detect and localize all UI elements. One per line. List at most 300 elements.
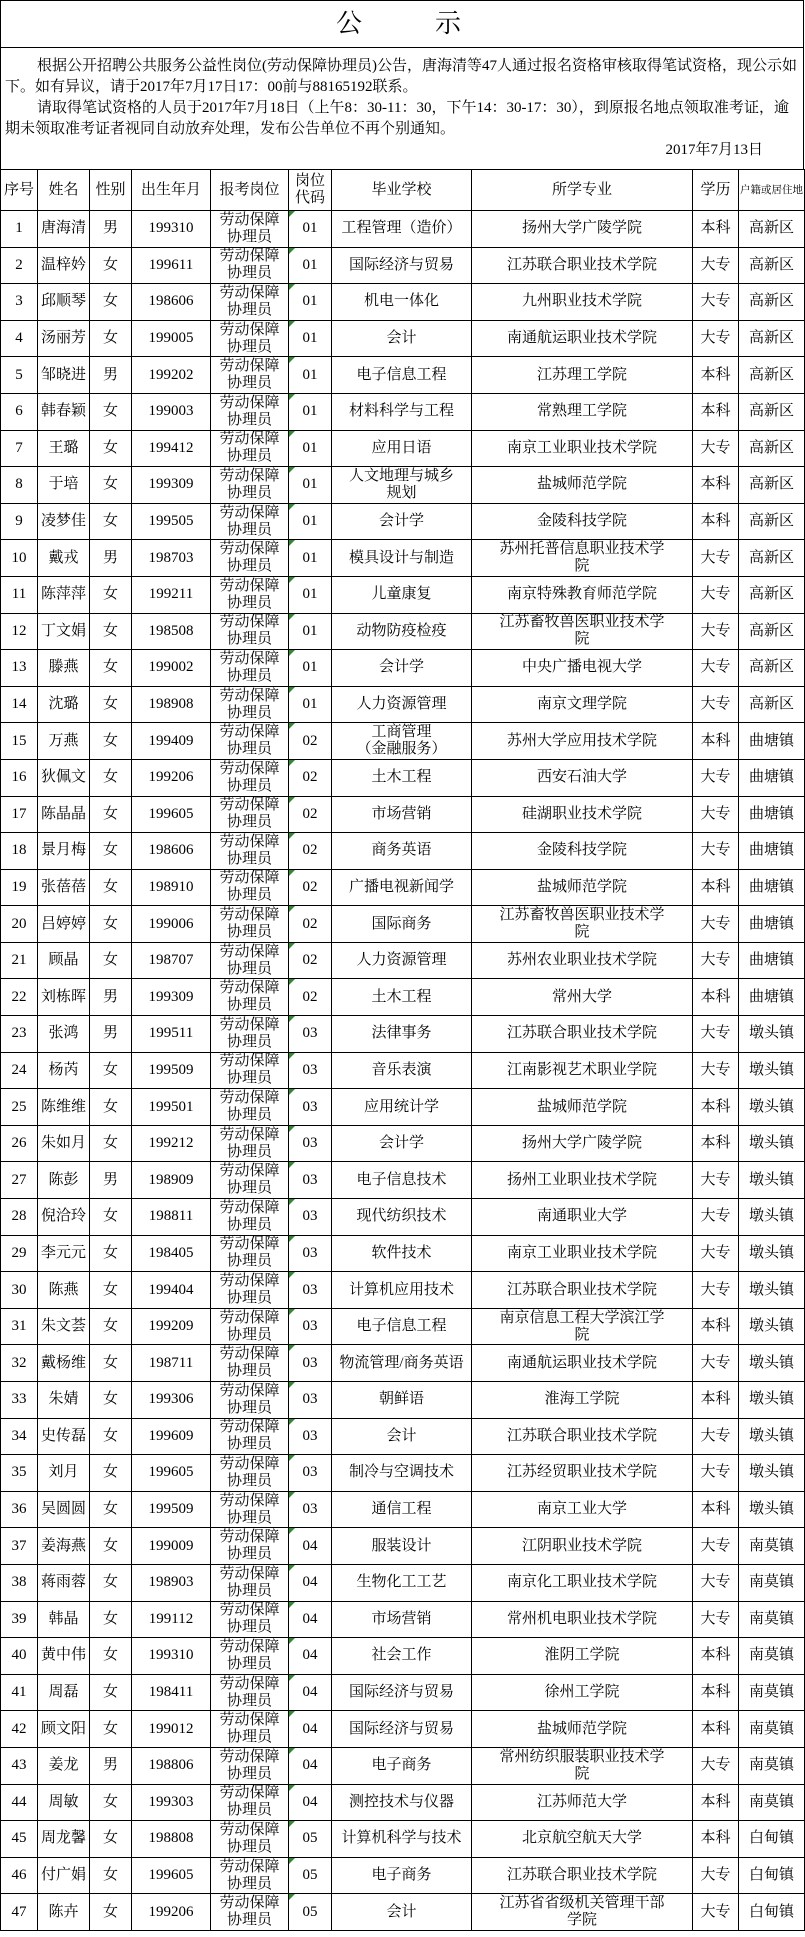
- cell-name: 刘栋晖: [38, 979, 90, 1016]
- cell-major: 常熟理工学院: [472, 393, 693, 430]
- cell-name: 李元元: [38, 1235, 90, 1272]
- position-label: 劳动保障协理员: [219, 1638, 280, 1672]
- cell-name: 万燕: [38, 723, 90, 760]
- cell-major: 江苏畜牧兽医职业技术学院: [472, 906, 693, 943]
- cell-education: 大专: [693, 247, 739, 284]
- header-gender: 性别: [90, 170, 132, 211]
- position-label: 劳动保障协理员: [219, 321, 280, 355]
- cell-index: 32: [1, 1345, 38, 1382]
- position-label: 劳动保障协理员: [219, 1895, 280, 1929]
- table-header-row: [1, 170, 805, 211]
- cell-position-code: 05: [289, 1821, 332, 1858]
- header-birth-month: 出生年月: [132, 170, 211, 211]
- cell-education: 本科: [693, 393, 739, 430]
- cell-position: [211, 540, 289, 577]
- cell-index: 24: [1, 1052, 38, 1089]
- cell-school: 软件技术: [332, 1235, 472, 1272]
- cell-position: [211, 1784, 289, 1821]
- notice-paragraph-2: 请取得笔试资格的人员于2017年7月18日（上午8：30-11：30，下午14：30-17：30），到原报名地点领取准考证，逾期未领取准考证者视同自动放弃处理，发布公告单位不再个别通知。: [5, 100, 789, 137]
- position-label: 劳动保障协理员: [219, 358, 280, 392]
- cell-position: [211, 1382, 289, 1419]
- cell-position-code: 01: [289, 247, 332, 284]
- cell-major: 常州大学: [472, 979, 693, 1016]
- cell-school: 会计: [332, 1418, 472, 1455]
- cell-school: 会计学: [332, 503, 472, 540]
- cell-index: 21: [1, 942, 38, 979]
- cell-residence: 高新区: [739, 686, 805, 723]
- cell-major: 江苏省省级机关管理干部学院: [472, 1894, 693, 1931]
- cell-gender: 女: [90, 1564, 132, 1601]
- cell-school: 工商管理 （金融服务）: [332, 723, 472, 760]
- cell-gender: 女: [90, 1418, 132, 1455]
- cell-index: 16: [1, 759, 38, 796]
- position-label: 劳动保障协理员: [219, 1785, 280, 1819]
- cell-birth-month: 199511: [132, 1016, 211, 1053]
- cell-index: 8: [1, 467, 38, 504]
- cell-position: [211, 247, 289, 284]
- cell-major: 江苏畜牧兽医职业技术学院: [472, 613, 693, 650]
- cell-school: 物流管理/商务英语: [332, 1345, 472, 1382]
- cell-name: 张鸿: [38, 1016, 90, 1053]
- cell-birth-month: 198808: [132, 1821, 211, 1858]
- cell-gender: 女: [90, 1674, 132, 1711]
- table-row: [1, 833, 805, 870]
- cell-school: 市场营销: [332, 796, 472, 833]
- cell-index: 9: [1, 503, 38, 540]
- position-label: 劳动保障协理员: [219, 724, 280, 758]
- notice-body: [0, 48, 804, 169]
- cell-position-code: 01: [289, 503, 332, 540]
- cell-index: 13: [1, 650, 38, 687]
- table-row: [1, 1711, 805, 1748]
- cell-major: 扬州大学广陵学院: [472, 211, 693, 248]
- cell-name: 张蓓蓓: [38, 869, 90, 906]
- cell-gender: 女: [90, 1199, 132, 1236]
- cell-gender: 女: [90, 1345, 132, 1382]
- cell-residence: 南莫镇: [739, 1674, 805, 1711]
- cell-school: 土木工程: [332, 979, 472, 1016]
- cell-position-code: 03: [289, 1162, 332, 1199]
- cell-position: [211, 1674, 289, 1711]
- header-position: 报考岗位: [211, 170, 289, 211]
- cell-position: [211, 906, 289, 943]
- cell-position: [211, 650, 289, 687]
- cell-name: 蒋雨蓉: [38, 1564, 90, 1601]
- cell-residence: 曲塘镇: [739, 979, 805, 1016]
- cell-school: 测控技术与仪器: [332, 1784, 472, 1821]
- cell-gender: 女: [90, 1455, 132, 1492]
- cell-position-code: 02: [289, 906, 332, 943]
- cell-residence: 墩头镇: [739, 1382, 805, 1419]
- cell-school: 国际商务: [332, 906, 472, 943]
- position-label: 劳动保障协理员: [219, 1748, 280, 1782]
- cell-position-code: 03: [289, 1308, 332, 1345]
- cell-gender: 男: [90, 357, 132, 394]
- table-row: [1, 650, 805, 687]
- cell-gender: 男: [90, 979, 132, 1016]
- position-label: 劳动保障协理员: [219, 1675, 280, 1709]
- cell-name: 汤丽芳: [38, 320, 90, 357]
- cell-name: 唐海清: [38, 211, 90, 248]
- cell-gender: 女: [90, 942, 132, 979]
- table-row: [1, 942, 805, 979]
- cell-position: [211, 467, 289, 504]
- cell-residence: 墩头镇: [739, 1345, 805, 1382]
- table-row: [1, 613, 805, 650]
- table-row: [1, 1857, 805, 1894]
- cell-name: 周龙馨: [38, 1821, 90, 1858]
- cell-birth-month: 198707: [132, 942, 211, 979]
- position-label: 劳动保障协理员: [219, 1273, 280, 1307]
- cell-position-code: 04: [289, 1784, 332, 1821]
- table-row: [1, 430, 805, 467]
- cell-education: 大专: [693, 833, 739, 870]
- header-position-code: 岗位代码: [289, 170, 332, 211]
- cell-major: 西安石油大学: [472, 759, 693, 796]
- cell-school: 动物防疫检疫: [332, 613, 472, 650]
- position-label: 劳动保障协理员: [219, 797, 280, 831]
- cell-name: 陈彭: [38, 1162, 90, 1199]
- cell-birth-month: 199310: [132, 1638, 211, 1675]
- cell-residence: 墩头镇: [739, 1199, 805, 1236]
- cell-major: 盐城师范学院: [472, 1089, 693, 1126]
- cell-position: [211, 320, 289, 357]
- cell-residence: 墩头镇: [739, 1235, 805, 1272]
- cell-school: 现代纺织技术: [332, 1199, 472, 1236]
- cell-position-code: 04: [289, 1674, 332, 1711]
- cell-education: 大专: [693, 320, 739, 357]
- cell-education: 大专: [693, 686, 739, 723]
- cell-education: 大专: [693, 284, 739, 321]
- cell-index: 2: [1, 247, 38, 284]
- table-row: [1, 1638, 805, 1675]
- table-row: [1, 1016, 805, 1053]
- cell-major: 金陵科技学院: [472, 503, 693, 540]
- cell-index: 47: [1, 1894, 38, 1931]
- cell-index: 37: [1, 1528, 38, 1565]
- cell-index: 3: [1, 284, 38, 321]
- position-label: 劳动保障协理员: [219, 1016, 280, 1050]
- cell-gender: 男: [90, 211, 132, 248]
- cell-residence: 曲塘镇: [739, 796, 805, 833]
- cell-residence: 高新区: [739, 357, 805, 394]
- cell-school: 会计: [332, 1894, 472, 1931]
- cell-position: [211, 1857, 289, 1894]
- cell-residence: 高新区: [739, 613, 805, 650]
- table-row: [1, 906, 805, 943]
- cell-school: 人文地理与城乡 规划: [332, 467, 472, 504]
- cell-index: 40: [1, 1638, 38, 1675]
- cell-index: 4: [1, 320, 38, 357]
- cell-birth-month: 198903: [132, 1564, 211, 1601]
- cell-birth-month: 199509: [132, 1491, 211, 1528]
- cell-residence: 高新区: [739, 467, 805, 504]
- cell-education: 本科: [693, 357, 739, 394]
- table-row: [1, 467, 805, 504]
- table-row: [1, 759, 805, 796]
- position-label: 劳动保障协理员: [219, 1053, 280, 1087]
- table-row: [1, 1564, 805, 1601]
- cell-education: 大专: [693, 1894, 739, 1931]
- position-label: 劳动保障协理员: [219, 687, 280, 721]
- cell-position-code: 02: [289, 796, 332, 833]
- cell-residence: 高新区: [739, 430, 805, 467]
- cell-index: 43: [1, 1747, 38, 1784]
- cell-position: [211, 1235, 289, 1272]
- cell-education: 大专: [693, 1272, 739, 1309]
- cell-birth-month: 199605: [132, 796, 211, 833]
- cell-school: 电子商务: [332, 1857, 472, 1894]
- cell-birth-month: 199209: [132, 1308, 211, 1345]
- cell-major: 淮阴工学院: [472, 1638, 693, 1675]
- cell-position-code: 02: [289, 869, 332, 906]
- cell-gender: 女: [90, 833, 132, 870]
- position-label: 劳动保障协理员: [219, 1309, 280, 1343]
- cell-school: 制冷与空调技术: [332, 1455, 472, 1492]
- cell-name: 狄佩文: [38, 759, 90, 796]
- cell-position-code: 03: [289, 1016, 332, 1053]
- cell-birth-month: 199303: [132, 1784, 211, 1821]
- cell-school: 社会工作: [332, 1638, 472, 1675]
- cell-education: 本科: [693, 211, 739, 248]
- cell-school: 电子商务: [332, 1747, 472, 1784]
- cell-birth-month: 198606: [132, 833, 211, 870]
- position-label: 劳动保障协理员: [219, 1858, 280, 1892]
- table-row: [1, 979, 805, 1016]
- cell-education: 大专: [693, 796, 739, 833]
- cell-position-code: 04: [289, 1601, 332, 1638]
- header-education: 学历: [693, 170, 739, 211]
- cell-name: 邹晓进: [38, 357, 90, 394]
- cell-birth-month: 198806: [132, 1747, 211, 1784]
- cell-residence: 墩头镇: [739, 1308, 805, 1345]
- cell-index: 18: [1, 833, 38, 870]
- cell-residence: 墩头镇: [739, 1016, 805, 1053]
- position-label: 劳动保障协理员: [219, 541, 280, 575]
- cell-education: 大专: [693, 1747, 739, 1784]
- cell-major: 江苏经贸职业技术学院: [472, 1455, 693, 1492]
- table-row: [1, 1894, 805, 1931]
- cell-index: 5: [1, 357, 38, 394]
- cell-position-code: 02: [289, 723, 332, 760]
- position-label: 劳动保障协理员: [219, 870, 280, 904]
- cell-name: 周敏: [38, 1784, 90, 1821]
- cell-index: 20: [1, 906, 38, 943]
- table-row: [1, 1784, 805, 1821]
- cell-major: 苏州大学应用技术学院: [472, 723, 693, 760]
- cell-residence: 高新区: [739, 576, 805, 613]
- cell-residence: 曲塘镇: [739, 759, 805, 796]
- cell-name: 滕燕: [38, 650, 90, 687]
- header-major: 所学专业: [472, 170, 693, 211]
- cell-position: [211, 1162, 289, 1199]
- cell-major: 盐城师范学院: [472, 869, 693, 906]
- table-row: [1, 869, 805, 906]
- cell-education: 大专: [693, 540, 739, 577]
- cell-position: [211, 869, 289, 906]
- cell-birth-month: 199611: [132, 247, 211, 284]
- cell-education: 大专: [693, 1857, 739, 1894]
- table-row: [1, 320, 805, 357]
- cell-position-code: 01: [289, 467, 332, 504]
- header-index: 序号: [1, 170, 38, 211]
- cell-residence: 墩头镇: [739, 1052, 805, 1089]
- cell-name: 戴杨维: [38, 1345, 90, 1382]
- cell-residence: 南莫镇: [739, 1711, 805, 1748]
- cell-education: 大专: [693, 1601, 739, 1638]
- cell-birth-month: 198411: [132, 1674, 211, 1711]
- cell-birth-month: 199212: [132, 1125, 211, 1162]
- cell-position-code: 01: [289, 650, 332, 687]
- cell-name: 凌梦佳: [38, 503, 90, 540]
- cell-gender: 女: [90, 1272, 132, 1309]
- cell-gender: 女: [90, 1821, 132, 1858]
- cell-position-code: 03: [289, 1199, 332, 1236]
- cell-index: 29: [1, 1235, 38, 1272]
- cell-major: 南京工业大学: [472, 1491, 693, 1528]
- table-row: [1, 1272, 805, 1309]
- cell-major: 苏州托普信息职业技术学院: [472, 540, 693, 577]
- table-row: [1, 503, 805, 540]
- table-row: [1, 796, 805, 833]
- cell-school: 法律事务: [332, 1016, 472, 1053]
- cell-school: 音乐表演: [332, 1052, 472, 1089]
- cell-education: 大专: [693, 1199, 739, 1236]
- cell-birth-month: 199509: [132, 1052, 211, 1089]
- cell-name: 王璐: [38, 430, 90, 467]
- cell-birth-month: 199006: [132, 906, 211, 943]
- cell-education: 大专: [693, 1564, 739, 1601]
- cell-name: 邱顺琴: [38, 284, 90, 321]
- cell-birth-month: 199501: [132, 1089, 211, 1126]
- cell-residence: 曲塘镇: [739, 942, 805, 979]
- cell-gender: 女: [90, 1894, 132, 1931]
- position-label: 劳动保障协理员: [219, 980, 280, 1014]
- cell-residence: 墩头镇: [739, 1089, 805, 1126]
- cell-name: 朱如月: [38, 1125, 90, 1162]
- table-row: [1, 1601, 805, 1638]
- cell-school: 国际经济与贸易: [332, 247, 472, 284]
- cell-birth-month: 198606: [132, 284, 211, 321]
- cell-education: 本科: [693, 1491, 739, 1528]
- cell-position-code: 02: [289, 979, 332, 1016]
- cell-birth-month: 199003: [132, 393, 211, 430]
- cell-residence: 高新区: [739, 247, 805, 284]
- cell-position: [211, 284, 289, 321]
- cell-position-code: 03: [289, 1418, 332, 1455]
- cell-residence: 高新区: [739, 503, 805, 540]
- cell-education: 大专: [693, 650, 739, 687]
- cell-gender: 女: [90, 1491, 132, 1528]
- cell-position: [211, 1052, 289, 1089]
- cell-position: [211, 1491, 289, 1528]
- notice-date: 2017年7月13日: [665, 142, 763, 158]
- cell-birth-month: 199206: [132, 1894, 211, 1931]
- cell-name: 沈璐: [38, 686, 90, 723]
- position-label: 劳动保障协理员: [219, 394, 280, 428]
- cell-major: 南通航运职业技术学院: [472, 320, 693, 357]
- cell-index: 23: [1, 1016, 38, 1053]
- cell-residence: 南莫镇: [739, 1528, 805, 1565]
- cell-position-code: 04: [289, 1564, 332, 1601]
- cell-position: [211, 1601, 289, 1638]
- cell-school: 电子信息技术: [332, 1162, 472, 1199]
- cell-index: 42: [1, 1711, 38, 1748]
- table-row: [1, 1455, 805, 1492]
- cell-name: 陈晶晶: [38, 796, 90, 833]
- cell-education: 本科: [693, 467, 739, 504]
- position-label: 劳动保障协理员: [219, 614, 280, 648]
- position-label: 劳动保障协理员: [219, 907, 280, 941]
- cell-major: 苏州农业职业技术学院: [472, 942, 693, 979]
- cell-position: [211, 1016, 289, 1053]
- cell-residence: 墩头镇: [739, 1162, 805, 1199]
- cell-major: 江苏理工学院: [472, 357, 693, 394]
- position-label: 劳动保障协理员: [219, 1236, 280, 1270]
- cell-education: 大专: [693, 1162, 739, 1199]
- cell-gender: 男: [90, 1016, 132, 1053]
- cell-major: 南京信息工程大学滨江学院: [472, 1308, 693, 1345]
- cell-education: 本科: [693, 1089, 739, 1126]
- cell-name: 杨芮: [38, 1052, 90, 1089]
- cell-education: 大专: [693, 1345, 739, 1382]
- header-residence: 户籍或居住地: [739, 170, 805, 211]
- table-row: [1, 357, 805, 394]
- cell-major: 中央广播电视大学: [472, 650, 693, 687]
- cell-name: 周磊: [38, 1674, 90, 1711]
- cell-position-code: 04: [289, 1638, 332, 1675]
- table-row: [1, 1418, 805, 1455]
- cell-index: 36: [1, 1491, 38, 1528]
- cell-position: [211, 1089, 289, 1126]
- cell-position: [211, 1418, 289, 1455]
- cell-education: 本科: [693, 1308, 739, 1345]
- cell-name: 丁文娟: [38, 613, 90, 650]
- cell-name: 韩春颖: [38, 393, 90, 430]
- cell-major: 南京文理学院: [472, 686, 693, 723]
- cell-birth-month: 198908: [132, 686, 211, 723]
- table-row: [1, 1821, 805, 1858]
- cell-position: [211, 1638, 289, 1675]
- cell-position: [211, 1125, 289, 1162]
- cell-major: 江阴职业技术学院: [472, 1528, 693, 1565]
- cell-gender: 女: [90, 467, 132, 504]
- cell-major: 江苏联合职业技术学院: [472, 1418, 693, 1455]
- cell-school: 生物化工工艺: [332, 1564, 472, 1601]
- cell-birth-month: 199404: [132, 1272, 211, 1309]
- cell-birth-month: 198909: [132, 1162, 211, 1199]
- cell-major: 扬州大学广陵学院: [472, 1125, 693, 1162]
- cell-major: 江南影视艺术职业学院: [472, 1052, 693, 1089]
- cell-name: 刘月: [38, 1455, 90, 1492]
- cell-major: 盐城师范学院: [472, 1711, 693, 1748]
- cell-position-code: 01: [289, 357, 332, 394]
- cell-position: [211, 1308, 289, 1345]
- cell-gender: 女: [90, 1382, 132, 1419]
- cell-birth-month: 199012: [132, 1711, 211, 1748]
- cell-residence: 白甸镇: [739, 1821, 805, 1858]
- cell-residence: 白甸镇: [739, 1857, 805, 1894]
- cell-education: 大专: [693, 1016, 739, 1053]
- position-label: 劳动保障协理员: [219, 943, 280, 977]
- cell-school: 国际经济与贸易: [332, 1674, 472, 1711]
- cell-birth-month: 198811: [132, 1199, 211, 1236]
- table-row: [1, 1199, 805, 1236]
- cell-residence: 墩头镇: [739, 1418, 805, 1455]
- cell-position-code: 03: [289, 1272, 332, 1309]
- cell-school: 计算机科学与技术: [332, 1821, 472, 1858]
- cell-index: 27: [1, 1162, 38, 1199]
